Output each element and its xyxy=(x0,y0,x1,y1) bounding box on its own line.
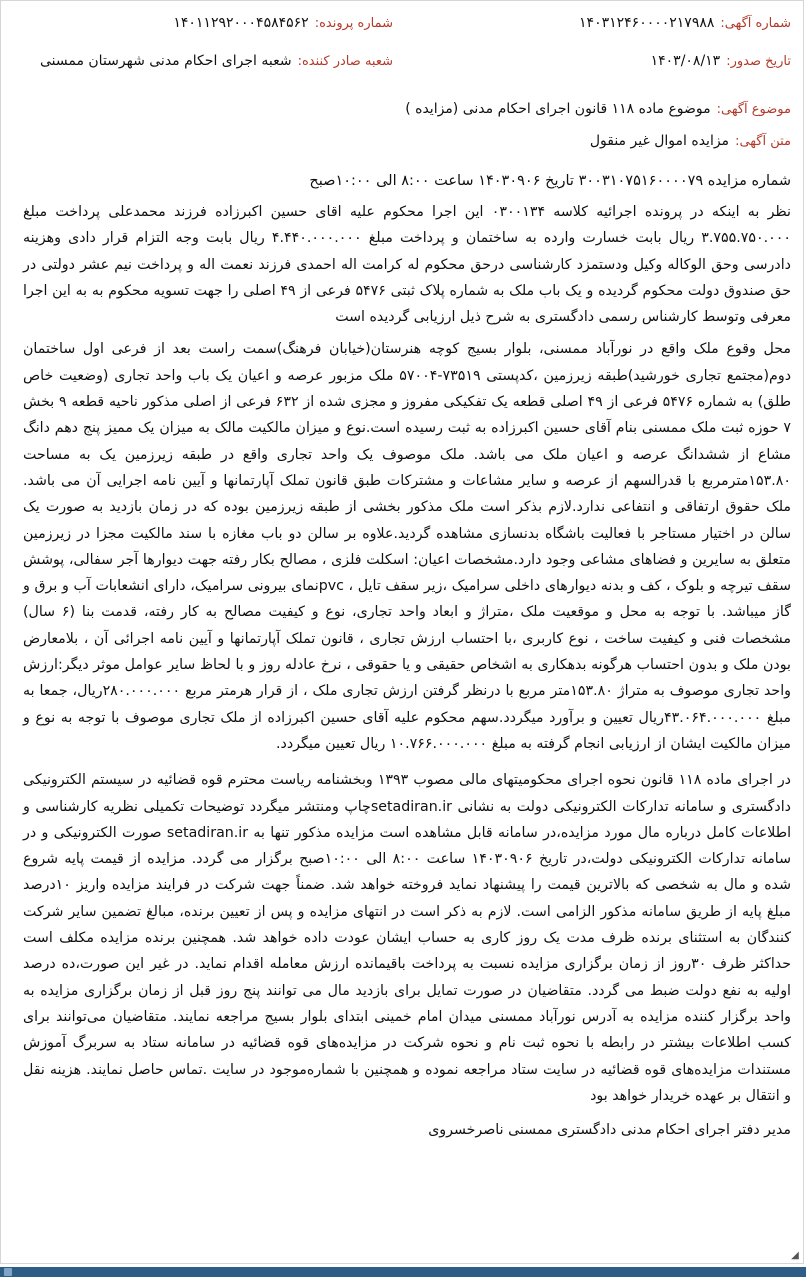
resize-grip-icon[interactable]: ◢ xyxy=(791,1250,799,1261)
paragraph-auction-terms: در اجرای ماده ۱۱۸ قانون نحوه اجرای محکومیتهای مالی مصوب ۱۳۹۳ وبخشنامه ریاست محترم قوه قضائیه در سیستم الکترونیکی دادگستری و سامانه تدارکات الکترونیکی دولت به نشانی setadiran.irچاپ ومنتشر میگردد توضیحات تکمیلی نظریه کارشناسی و اطلاعات کامل درباره مال مورد مزایده،در سامانه قابل مشاهده است مزایده مذکور تنها به setadiran.ir صورت الکترونیکی و در سامانه تدارکات الکترونیکی دولت،در تاریخ ۱۴۰۳۰۹۰۶ ساعت ۸:۰۰ الی ۱۰:۰۰صبح برگزار می گردد. مزایده از قیمت پایه شروع شده و مال به شخصی که بالاترین قیمت را پیشنهاد نماید فروخته خواهد شد. ضمناً جهت شرکت در فرایند مزایده واریز ۱۰درصد مبلغ پایه از طریق سامانه مذکور الزامی است. لازم به ذکر است در انتهای مزایده و پس از تعیین برنده، مبالغ تضمین سایر شرکت کنندگان به استثنای برنده ظرف مدت یک روز کاری به حساب ایشان عودت داده خواهد شد. همچنین برنده مزایده مکلف است حداکثر ظرف ۳۰روز از زمان برگزاری مزایده نسبت به پرداخت باقیمانده ارزش معامله اقدام نماید. در غیر این صورت،ده درصد اولیه به نفع دولت ضبط می گردد. متقاضیان در صورت تمایل برای بازدید مال می توانند پنج روز قبل از زمان برگزاری مزایده به واحد برگزار کننده مزایده به آدرس نورآباد ممسنی میدان امام خمینی ابتدای بلوار بسیج مراجعه نمایند. متقاضیان می‌توانند برای کسب اطلاعات بیشتر در رابطه با نحوه ثبت نام و نحوه شرکت در مزایده‌های قوه قضائیه در سامانه ستاد به سربرگ آموزش مستندات مزایده‌های قوه قضائیه در سایت ستاد مراجعه نموده و همچنین با شماره‌موجود در سایت .تماس حاصل نمایند. هزینه نقل و انتقال بر عهده خریدار خواهد بود xyxy=(23,772,792,1104)
meta-row-2 xyxy=(23,53,791,91)
issuer xyxy=(23,53,393,69)
ad-text-row xyxy=(23,133,791,165)
subject-label: موضوع آگهی: xyxy=(716,102,791,117)
paragraph-judgment: نظر به اینکه در پرونده اجرائیه کلاسه ۰۳۰۰۱۳۴ این اجرا محکوم علیه اقای حسین اکبرزاده فرزند محمدعلی پرداخت مبلغ ۳.۷۵۵.۷۵۰.۰۰۰ ریال بابت خسارت وارده به ساختمان و پرداخت مبلغ ۴.۴۴۰.۰۰۰.۰۰۰ ریال بابت وجه التزام قرار دادی وهزینه دادرسی وحق الوکاله وکیل ودستمزد کارشناسی درحق محکوم له کرامت اله احمدی فرزند نعمت اله و پرداخت نیم عشر دولتی در حق صندوق دولت محکوم گردیده و یک باب ملک به شماره پلاک ثبتی ۵۴۷۶ فرعی از ۴۹ اصلی را جهت تسویه محکوم به به این اجرا معرفی وتوسط کارشناس رسمی دادگستری به شرح ذیل ارزیابی گردیده است xyxy=(23,204,792,326)
case-number xyxy=(23,15,393,31)
issue-date-value: ۱۴۰۳/۰۸/۱۳ xyxy=(650,53,721,69)
paragraph-property-description: محل وقوع ملک واقع در نورآباد ممسنی، بلوار بسیج کوچه هنرستان(خیابان فرهنگ)سمت راست بعد از فرعی اول ساختمان دوم(مجتمع تجاری خورشید)طبقه زیرزمین ،کدپستی ۷۳۵۱۹-۵۷۰۰۴ ملک مزبور عرصه و اعیان یک باب واحد تجاری (وضعیت خاص طلق) به شماره ۵۴۷۶ فرعی از ۴۹ اصلی قطعه یک تفکیکی مفروز و مجزی شده از ۶۳۲ فرعی از اصلی مذکور ناحیه قطعه ۹ بخش ۷ حوزه ثبت ملک ممسنی بنام آقای حسین اکبرزاده به ثبت رسیده است.نوع و میزان مالکیت مالک به میزان یک ممیز پنج دهم دانگ مشاع از ششدانگ عرصه و اعیان ملک می باشد. ملک موصوف یک واحد تجاری واقع در طبقه زیرزمین یک به مساحت ۱۵۳.۸۰مترمربع با قدرالسهم از عرصه و سایر مشاعات و مشترکات طبق قانون تملک آپارتمانها و آیین نامه اجرایی آن می باشد. ملک حقوق ارتفاقی و انتفاعی ندارد.لازم بذکر است ملک مذکور بخشی از طبقه زیرزمین بوده که در زمان بازدید به صورت یک سالن در اختیار مستاجر با فعالیت باشگاه بدنسازی مشاهده گردید.علاوه بر سالن دو باب مغازه با سند مالکیت مجزا در زیرزمین متعلق به سایرین و فضاهای مشاعی وجود دارد.مشخصات اعیان: اسکلت فلزی ، مصالح بکار رفته جهت دیوارها آجر سفالی، پوشش سقف تیرچه و بلوک ، کف و بدنه دیوارهای داخلی سرامیک ،زیر سقف تایل ، pvcنمای بیرونی سرامیک، دارای انشعابات آب و برق و گاز میباشد. با توجه به محل و موقعیت ملک ،متراژ و ابعاد واحد تجاری، نوع و کیفیت مصالح به کار رفته، قدمت بنا (۶ سال) مشخصات فنی و کیفیت ساخت ، نوع کاربری ،با احتساب ارزش تجاری ، قانون تملک آپارتمانها و آیین نامه اجرائی آن ، بلامعارض بودن ملک و بدون احتساب هرگونه بدهکاری به اشخاص حقیقی و یا حقوقی ، نرخ عادله روز و با لحاظ سایر عوامل موثر دیگر:ارزش واحد تجاری موصوف به متراژ ۱۵۳.۸۰متر مربع با درنظر گرفتن ارزش تجاری ملک ، از قرار هرمتر مربع ۲۸۰.۰۰۰.۰۰۰ریال، جمعا به مبلغ ۴۳.۰۶۴.۰۰۰.۰۰۰ریال تعیین و برآورد میگردد.سهم محکوم علیه آقای حسین اکبرزاده از ملک تجاری موصوف با توجه به نوع و میزان مالکیت ایشان از ارزیابی انجام گرفته به مبلغ ۱۰.۷۶۶.۰۰۰.۰۰۰ ریال تعیین میگردد. xyxy=(23,341,792,752)
ad-number-value: ۱۴۰۳۱۲۴۶۰۰۰۰۲۱۷۹۸۸ xyxy=(579,15,715,31)
issuer-value: شعبه اجرای احکام مدنی شهرستان ممسنی xyxy=(39,53,292,69)
ad-number-label: شماره آگهی: xyxy=(720,16,791,31)
notice-content xyxy=(23,15,791,1143)
signature: مدیر دفتر اجرای احکام مدنی دادگستری ممسنی ناصرخسروی xyxy=(428,1122,791,1139)
meta-row-1 xyxy=(23,15,791,53)
auction-number-line: شماره مزایده ۳۰۰۳۱۰۷۵۱۶۰۰۰۰۷۹ تاریخ ۱۴۰۳۰۹۰۶ ساعت ۸:۰۰ الی ۱۰:۰۰صبح xyxy=(309,173,791,189)
ad-number xyxy=(421,15,791,31)
ad-text-value: مزایده اموال غیر منقول xyxy=(589,133,730,149)
case-number-label: شماره پرونده: xyxy=(314,16,393,31)
ad-text-label: متن آگهی: xyxy=(735,134,791,149)
case-number-value: ۱۴۰۱۱۲۹۲۰۰۰۴۵۸۴۵۶۲ xyxy=(173,15,309,31)
taskbar-icon[interactable] xyxy=(4,1268,12,1276)
subject-value: موضوع ماده ۱۱۸ قانون اجرای احکام مدنی (مزایده ) xyxy=(405,101,711,117)
issue-date xyxy=(421,53,791,69)
window-bottom-bar xyxy=(0,1267,806,1277)
issuer-label: شعبه صادر کننده: xyxy=(297,54,393,69)
issue-date-label: تاریخ صدور: xyxy=(726,54,791,69)
subject-row xyxy=(23,101,791,133)
